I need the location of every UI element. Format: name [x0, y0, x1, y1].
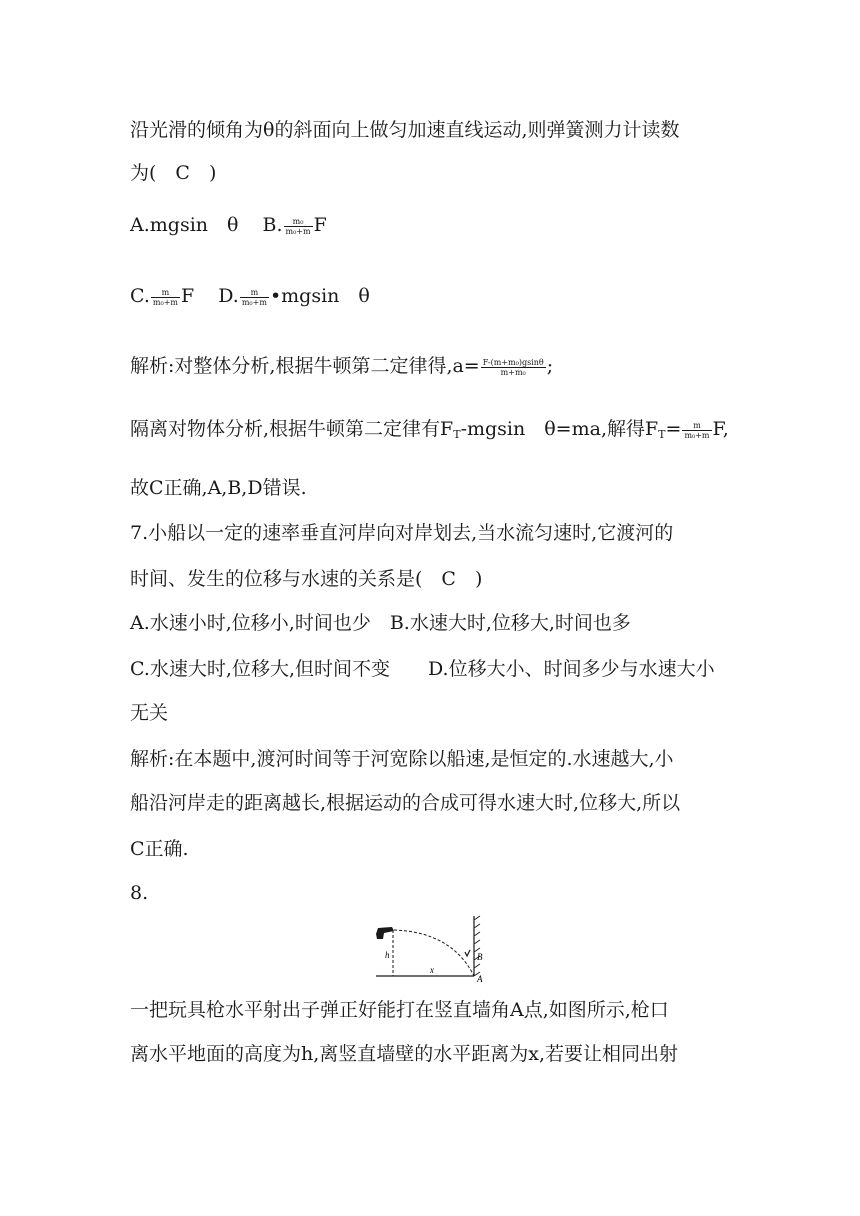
analysis-1-fraction: [481, 358, 546, 377]
trajectory-curve: [394, 930, 474, 976]
q7-stem-line2: 时间、发生的位移与水速的关系是( C ): [130, 568, 483, 590]
option-c-denominator: m₀+m: [152, 297, 178, 307]
q8-stem-line2: 离水平地面的高度为h,离竖直墙壁的水平距离为x,若要让相同出射: [130, 1043, 679, 1065]
option-d-prefix: D.: [218, 285, 239, 307]
option-c-suffix: F: [181, 285, 195, 307]
projectile-figure: [370, 912, 492, 984]
option-c-fraction: [151, 288, 180, 307]
q7-options-ab: A.水速小时,位移小,时间也少 B.水速大时,位移大,时间也多: [130, 612, 631, 634]
q7-options-cd-continued: 无关: [130, 702, 169, 724]
option-c-prefix: C.: [130, 285, 150, 307]
label-a: A: [477, 974, 483, 984]
option-b-suffix: F: [313, 214, 327, 236]
q6-options-cd: [130, 283, 370, 309]
q6-stem-line2: 为( C ): [130, 162, 217, 184]
q7-options-cd: C.水速大时,位移大,但时间不变 D.位移大小、时间多少与水速大小: [130, 658, 715, 680]
q6-analysis-line3: 故C正确,A,B,D错误.: [130, 477, 307, 499]
q7-stem-line1: 7.小船以一定的速率垂直河岸向对岸划去,当水流匀速时,它渡河的: [130, 522, 674, 544]
q6-analysis-line1: [130, 353, 553, 379]
analysis-2-part-a: 隔离对物体分析,根据牛顿第二定律有F: [130, 418, 454, 440]
option-a: A.mgsin θ: [130, 214, 239, 236]
analysis-2-fraction: [682, 421, 711, 440]
label-b: B: [477, 952, 483, 962]
wall-hatching: [474, 916, 480, 976]
q6-analysis-line2: [130, 416, 729, 448]
option-c-numerator: m: [151, 288, 180, 298]
analysis-1-prefix: 解析:对整体分析,根据牛顿第二定律得,a=: [130, 355, 480, 377]
analysis-1-numerator: F-(m+m₀)gsinθ: [482, 357, 544, 367]
option-d-suffix: •mgsin θ: [269, 285, 370, 307]
q8-number: 8.: [130, 882, 149, 904]
q8-stem-line1: 一把玩具枪水平射出子弹正好能打在竖直墙角A点,如图所示,枪口: [130, 999, 669, 1021]
label-x: x: [430, 965, 434, 975]
analysis-2-part-b: -mgsin θ=ma,解得F: [460, 418, 659, 440]
label-h: h: [385, 950, 390, 960]
option-b-fraction: [284, 217, 313, 236]
q6-options-ab: [130, 212, 327, 238]
analysis-2-part-d: F,: [712, 418, 729, 440]
q7-analysis-line1: 解析:在本题中,渡河时间等于河宽除以船速,是恒定的.水速越大,小: [130, 748, 674, 770]
analysis-2-numerator: m: [682, 421, 711, 431]
option-d-denominator: m₀+m: [241, 297, 267, 307]
option-b-numerator: m₀: [284, 217, 313, 227]
q7-analysis-line3: C正确.: [130, 838, 189, 860]
option-d-numerator: m: [240, 288, 269, 298]
option-b-prefix: B.: [262, 214, 283, 236]
arrow-b-icon: [465, 950, 470, 956]
analysis-1-denominator: m+m₀: [500, 367, 526, 377]
analysis-2-subscript-t: T: [453, 428, 461, 441]
gun-icon: [376, 927, 394, 939]
q6-stem-line1: 沿光滑的倾角为θ的斜面向上做匀加速直线运动,则弹簧测力计读数: [130, 119, 680, 141]
option-d-fraction: [240, 288, 269, 307]
q7-analysis-line2: 船沿河岸走的距离越长,根据运动的合成可得水速大时,位移大,所以: [130, 792, 681, 814]
analysis-1-suffix: ;: [546, 355, 554, 377]
analysis-2-denominator: m₀+m: [684, 430, 710, 440]
analysis-2-part-c: =: [665, 418, 682, 440]
analysis-2-subscript-t2: T: [658, 428, 666, 441]
option-b-denominator: m₀+m: [285, 226, 311, 236]
